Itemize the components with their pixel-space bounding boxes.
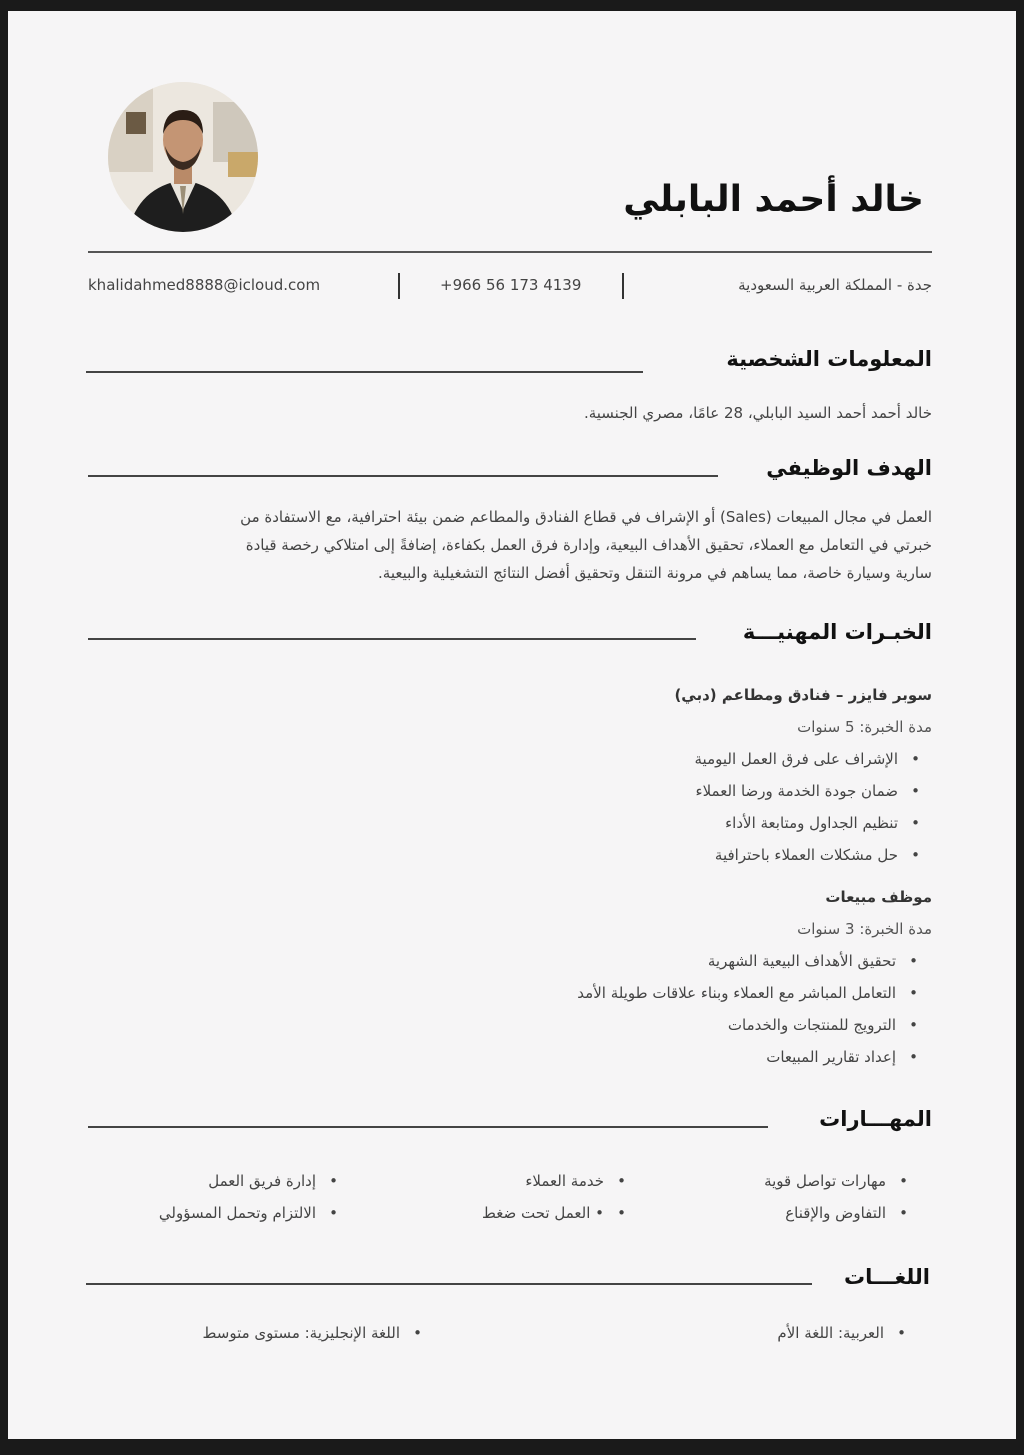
- section-divider: [88, 475, 718, 477]
- section-title-languages: اللغـــات: [843, 1265, 930, 1289]
- section-divider: [86, 371, 643, 373]
- languages-list: [777, 1317, 916, 1349]
- phone-text: +966 56 173 4139: [440, 276, 582, 294]
- list-item: • ضمان جودة الخدمة ورضا العملاء: [432, 775, 930, 807]
- skills-column: [159, 1165, 348, 1229]
- list-item: • تحقيق الأهداف البيعية الشهرية: [432, 945, 928, 977]
- skill-item: • • العمل تحت ضغط: [482, 1197, 636, 1229]
- job-title: سوبر فايزر – فنادق ومطاعم (دبي): [674, 686, 932, 704]
- list-item: • الترويج للمنتجات والخدمات: [432, 1009, 928, 1041]
- skills-column: [482, 1165, 636, 1229]
- location-text: جدة - المملكة العربية السعودية: [738, 276, 932, 294]
- section-divider: [88, 1126, 768, 1128]
- job-title: موظف مبيعات: [825, 888, 932, 906]
- job-entry: [432, 881, 932, 1073]
- contact-separator: [398, 273, 400, 299]
- skill-item: • مهارات تواصل قوية: [764, 1165, 918, 1197]
- section-title-skills: المهـــارات: [819, 1107, 932, 1131]
- section-title-personal: المعلومات الشخصية: [726, 347, 932, 371]
- objective-line: سارية وسيارة خاصة، مما يساهم في مرونة التنقل وتحقيق أفضل النتائج التشغيلية والبيعية.: [378, 564, 932, 582]
- skill-item: • إدارة فريق العمل: [159, 1165, 348, 1197]
- profile-photo: [108, 82, 258, 232]
- list-item: • التعامل المباشر مع العملاء وبناء علاقات طويلة الأمد: [432, 977, 928, 1009]
- section-title-experience: الخبـرات المهنيـــة: [742, 620, 932, 644]
- list-item: • تنظيم الجداول ومتابعة الأداء: [432, 807, 930, 839]
- section-divider: [88, 638, 696, 640]
- languages-list: [203, 1317, 432, 1349]
- skills-column: [764, 1165, 918, 1229]
- skill-item: • الالتزام وتحمل المسؤولي: [159, 1197, 348, 1229]
- section-divider: [86, 1283, 812, 1285]
- cv-page: [8, 11, 1016, 1439]
- job-entry: [432, 679, 932, 871]
- job-duration: مدة الخبرة: 3 سنوات: [797, 920, 932, 938]
- skill-item: • التفاوض والإقناع: [764, 1197, 918, 1229]
- objective-text: [82, 503, 932, 587]
- list-item: • حل مشكلات العملاء باحترافية: [432, 839, 930, 871]
- skill-item: • خدمة العملاء: [482, 1165, 636, 1197]
- personal-info-text: خالد أحمد أحمد السيد البابلي، 28 عامًا، مصري الجنسية.: [583, 404, 932, 422]
- full-name: خالد أحمد البابلي: [623, 179, 924, 220]
- objective-line: العمل في مجال المبيعات (Sales) أو الإشراف في قطاع الفنادق والمطاعم ضمن بيئة احترافية، مع الاستفادة من: [240, 508, 932, 526]
- job-duties: [432, 743, 930, 871]
- job-duration: مدة الخبرة: 5 سنوات: [797, 718, 932, 736]
- language-item: • العربية: اللغة الأم: [777, 1317, 916, 1349]
- objective-line: خبرتي في التعامل مع العملاء، تحقيق الأهداف البيعية، وإدارة فرق العمل بكفاءة، إضافةً إلى امتلاكي رخصة قيادة: [245, 536, 932, 554]
- language-item: • اللغة الإنجليزية: مستوى متوسط: [203, 1317, 432, 1349]
- section-title-objective: الهدف الوظيفي: [766, 456, 932, 480]
- list-item: • الإشراف على فرق العمل اليومية: [432, 743, 930, 775]
- contact-separator: [622, 273, 624, 299]
- list-item: • إعداد تقارير المبيعات: [432, 1041, 928, 1073]
- header-divider: [88, 251, 932, 253]
- email-text: khalidahmed8888@icloud.com: [88, 276, 321, 294]
- job-duties: [432, 945, 928, 1073]
